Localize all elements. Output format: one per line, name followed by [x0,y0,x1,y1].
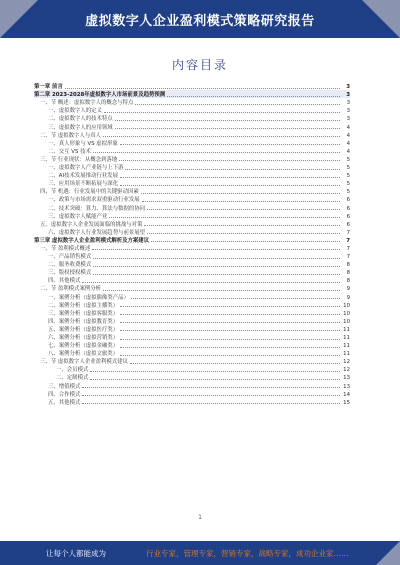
toc-entry[interactable] [34,82,350,90]
toc-entry-page: 3 [346,84,350,91]
toc-entry-page: 14 [343,391,350,398]
toc-leader-dots [144,224,340,226]
toc-leader-dots [90,370,340,372]
toc-leader-dots [120,354,340,356]
toc-entry-label: 一、政策与市场需求双重驱动行业发展 [48,197,140,204]
toc-leader-dots [90,378,340,380]
toc-entry-label: 二、节 盈利模式案例分析 [40,286,102,293]
toc-entry-label: 五、其他模式 [48,399,81,406]
table-of-contents [34,82,350,406]
toc-entry-page: 4 [346,148,350,155]
toc-entry-label: 三、应用场景不断拓展与深化 [48,181,119,188]
toc-entry-label: 六、虚拟数字人行业发展趋势与前景展望 [48,229,146,236]
toc-entry[interactable] [34,187,350,195]
toc-leader-dots [167,95,340,97]
toc-entry-label: 三、节 行业现状：从概念到落地 [40,156,118,163]
toc-entry[interactable] [34,228,350,236]
toc-entry-page: 15 [343,399,350,406]
toc-leader-dots [135,103,340,105]
toc-leader-dots [131,297,340,299]
toc-entry-label: 三、增值模式 [48,383,81,390]
toc-entry-page: 9 [346,294,350,301]
toc-entry[interactable] [34,390,350,398]
toc-entry-page: 3 [346,100,350,107]
toc-entry-label: 五、虚拟数字人企业发展面临的挑战与对策 [40,221,143,228]
toc-entry-label: 三、版权授权模式 [48,270,92,277]
toc-entry-page: 9 [346,286,350,293]
toc-entry-label: 第二章 2023-2028年虚拟数字人市场前景及趋势预测 [34,92,166,99]
toc-leader-dots [141,192,340,194]
toc-entry-label: 二、交互 VS 技术 [48,148,91,155]
toc-leader-dots [93,257,340,259]
toc-entry[interactable] [34,252,350,260]
toc-entry[interactable] [34,292,350,300]
toc-entry[interactable] [34,341,350,349]
toc-leader-dots [120,346,340,348]
toc-entry-page: 12 [343,367,350,374]
toc-entry-page: 10 [343,318,350,325]
toc-entry-label: 二、技术突破：算力、算法与数据的协同 [48,205,146,212]
toc-entry[interactable] [34,333,350,341]
toc-leader-dots [151,240,340,242]
toc-entry-page: 7 [346,245,350,252]
toc-entry-label: 三、节 虚拟数字人企业盈利模式建议 [40,359,128,366]
toc-entry[interactable] [34,381,350,389]
footer-corner [376,541,400,565]
toc-leader-dots [147,232,340,234]
toc-leader-dots [142,200,340,202]
toc-entry-label: 二、节 虚拟数字人与真人 [40,132,102,139]
toc-entry-page: 5 [346,156,350,163]
toc-entry-label: 一、虚拟数字人的定义 [48,108,102,115]
toc-leader-dots [120,176,340,178]
toc-entry-label: 四、节 机遇：行业发展中的关键驱动因素 [40,189,139,196]
toc-entry-label: 四、其他模式 [48,278,81,285]
toc-entry[interactable] [34,244,350,252]
toc-leader-dots [109,216,340,218]
toc-entry-page: 7 [346,237,350,244]
toc-heading: 内容目录 [171,58,228,72]
toc-entry[interactable] [34,301,350,309]
toc-entry[interactable] [34,195,350,203]
toc-entry-page: 11 [343,351,350,358]
toc-entry[interactable] [34,309,350,317]
toc-entry[interactable] [34,373,350,381]
toc-entry-page: 10 [343,310,350,317]
toc-leader-dots [130,362,340,364]
toc-entry-page: 11 [343,343,350,350]
toc-entry-label: 六、案例分析（虚拟营销类） [48,335,119,341]
header-corner-right [362,0,400,38]
toc-entry-page: 5 [346,173,350,180]
toc-entry[interactable] [34,90,350,98]
toc-entry-page: 12 [343,359,350,366]
toc-entry-page: 8 [346,278,350,285]
toc-entry[interactable] [34,171,350,179]
toc-entry-page: 6 [346,205,350,212]
toc-entry[interactable] [34,179,350,187]
toc-entry-page: 5 [346,181,350,188]
toc-leader-dots [82,394,340,396]
toc-entry-label: 五、案例分析（虚拟医疗类） [48,326,119,333]
toc-entry[interactable] [34,106,350,114]
toc-entry-page: 5 [346,189,350,196]
toc-entry[interactable] [34,155,350,163]
toc-entry-page: 3 [346,108,350,115]
toc-entry-label: 一、真人形象与 VS 虚拟形象 [48,140,118,147]
toc-leader-dots [92,248,340,250]
toc-entry-label: 三、案例分析（虚拟客服类） [48,310,119,317]
toc-entry-label: 四、合作模式 [48,391,81,398]
toc-entry[interactable] [34,317,350,325]
toc-leader-dots [93,273,340,275]
toc-entry-label: 第一章 前言 [34,84,63,91]
toc-entry-label: 二、服务收费模式 [48,262,92,269]
toc-entry-label: 四、案例分析（虚拟教育类） [48,318,119,325]
toc-leader-dots [103,289,340,291]
toc-entry-label: 八、案例分析（虚拟文旅类） [48,351,119,358]
toc-entry[interactable] [34,139,350,147]
toc-entry-label: 一、虚拟数字人产业链与上下游 [48,165,124,172]
toc-leader-dots [120,329,340,331]
toc-entry-label: 三、虚拟数字人的应用领域 [48,124,113,131]
toc-leader-dots [120,305,340,307]
toc-entry[interactable] [34,114,350,122]
toc-entry-page: 13 [343,375,350,382]
page-number: 1 [198,514,202,521]
toc-leader-dots [93,151,340,153]
toc-leader-dots [82,402,340,404]
toc-entry-page: 6 [346,213,350,220]
toc-entry-page: 6 [346,221,350,228]
toc-entry[interactable] [34,131,350,139]
toc-entry-page: 4 [346,132,350,139]
toc-entry-label: 二、定制模式 [56,375,89,382]
toc-entry[interactable] [34,349,350,357]
toc-entry-label: 二、虚拟数字人的技术特点 [48,116,113,123]
toc-entry-page: 4 [346,124,350,131]
toc-entry-page: 13 [343,383,350,390]
toc-entry-page: 8 [346,262,350,269]
toc-entry-page: 8 [346,270,350,277]
toc-entry-page: 7 [346,254,350,261]
toc-entry[interactable] [34,122,350,130]
footer-tagline: 行业专家，管理专家，营销专家，战略专家，成功企业家…… [146,549,349,558]
header-bar [0,0,400,38]
toc-entry[interactable] [34,236,350,244]
toc-entry-label: 七、案例分析（虚拟金融类） [48,343,119,350]
toc-leader-dots [125,168,340,170]
toc-entry-page: 3 [346,92,350,99]
toc-entry[interactable] [34,147,350,155]
toc-entry[interactable] [34,220,350,228]
document-title: 虚拟数字人企业盈利模式策略研究报告 [85,14,315,29]
toc-entry[interactable] [34,212,350,220]
toc-entry-label: 三、虚拟数字人赋能产业 [48,213,108,220]
toc-entry[interactable] [34,325,350,333]
toc-entry[interactable] [34,398,350,406]
toc-entry-page: 10 [343,302,350,309]
toc-leader-dots [93,265,340,267]
toc-leader-dots [82,281,340,283]
toc-entry-label: 一、节 盈利模式概述 [40,245,91,252]
toc-leader-dots [120,143,340,145]
toc-leader-dots [115,127,340,129]
toc-leader-dots [65,87,340,89]
toc-entry-page: 7 [346,229,350,236]
toc-entry[interactable] [34,260,350,268]
toc-entry[interactable] [34,284,350,292]
toc-entry-label: 第三章 虚拟数字人企业盈利模式解析及方案建议 [34,237,150,244]
toc-entry-label: 二、AI技术发展推动行业发展 [48,173,118,180]
toc-leader-dots [119,159,340,161]
toc-entry-page: 3 [346,116,350,123]
toc-entry-page: 11 [343,326,350,333]
toc-leader-dots [82,386,340,388]
toc-entry-label: 一、节 概述：虚拟数字人的概念与特点 [40,100,134,107]
toc-leader-dots [120,338,340,340]
toc-leader-dots [120,321,340,323]
toc-entry-label: 一、案例分析（虚拟偶像类产品） [48,294,129,301]
toc-leader-dots [115,119,340,121]
toc-entry-label: 一、会员模式 [56,367,89,374]
toc-leader-dots [104,111,340,113]
toc-entry[interactable] [34,268,350,276]
toc-entry[interactable] [34,98,350,106]
toc-leader-dots [120,313,340,315]
toc-leader-dots [147,208,340,210]
toc-entry[interactable] [34,163,350,171]
toc-leader-dots [103,135,340,137]
toc-entry[interactable] [34,365,350,373]
toc-entry-page: 4 [346,140,350,147]
toc-entry-page: 5 [346,165,350,172]
footer-bar [0,541,400,565]
toc-entry-label: 一、产品销售模式 [48,254,92,261]
footer-slogan: 让每个人都能成为 [46,549,106,558]
toc-entry-label: 二、案例分析（虚拟主播类） [48,302,119,309]
toc-entry-page: 11 [343,335,350,341]
toc-entry[interactable] [34,357,350,365]
toc-entry[interactable] [34,276,350,284]
toc-entry-page: 6 [346,197,350,204]
toc-leader-dots [120,184,340,186]
toc-entry[interactable] [34,203,350,211]
